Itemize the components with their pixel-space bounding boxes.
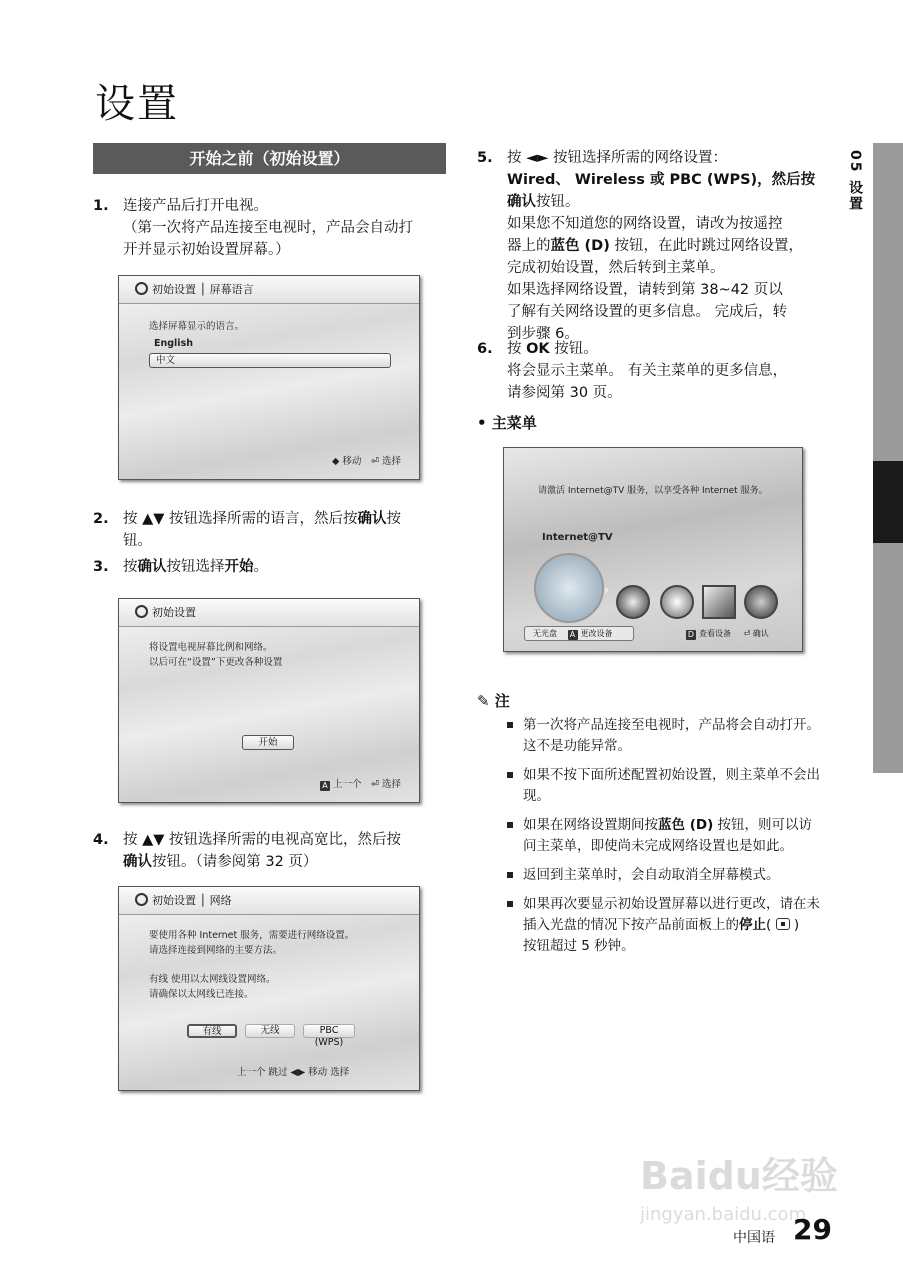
- step-text: 按: [507, 341, 527, 357]
- step-text: 按钮。（请参阅第 32 页）: [152, 854, 318, 870]
- step-text: 按钮。: [549, 341, 598, 357]
- gear-icon: [135, 893, 148, 906]
- stop-button-icon: [776, 918, 790, 930]
- note-text: 问主菜单，即使尚未完成网络设置也是如此。: [523, 838, 793, 854]
- note-text: 如果再次要显示初始设置屏幕以进行更改，请在未: [523, 896, 820, 912]
- screen-header: [119, 599, 419, 627]
- note-title: 注: [494, 692, 510, 710]
- note-text: 如果不按下面所述配置初始设置，则主菜单不会出: [523, 767, 820, 783]
- screen-initial: [118, 598, 420, 803]
- step-bold: 确认: [137, 559, 167, 575]
- step-text: 按钮选择: [166, 559, 225, 575]
- step-text: 器上的: [507, 238, 551, 254]
- view-device-label: 查看设备: [699, 629, 731, 638]
- footer-language: 中国语: [733, 1230, 775, 1246]
- step-bold: 确认: [357, 511, 387, 527]
- step-text: 钮。: [123, 533, 152, 549]
- photo-icon[interactable]: [702, 585, 736, 619]
- step-bold: 蓝色 (D): [550, 238, 610, 254]
- step-number: 1.: [93, 198, 109, 214]
- step-text: 按钮。: [536, 194, 580, 210]
- section-heading: 开始之前（初始设置）: [93, 143, 446, 174]
- note-heading: [477, 690, 510, 711]
- gear-icon: [135, 605, 148, 618]
- step-bold: 确认: [507, 194, 536, 210]
- screen-main-menu: [503, 447, 803, 652]
- list-item: [505, 715, 835, 757]
- footer-right: [686, 628, 769, 640]
- internet-tv-label: Internet@TV: [542, 532, 613, 543]
- no-disc-label: 无光盘: [533, 629, 557, 638]
- list-item: [505, 765, 835, 807]
- internet-tv-icon[interactable]: [534, 553, 604, 623]
- footer-select-label: 选择: [381, 779, 401, 790]
- step-text: 如果选择网络设置，请转到第 38~42 页以: [507, 282, 783, 298]
- pencil-icon: ✎: [477, 692, 495, 710]
- step-text: 请参阅第 30 页。: [507, 385, 622, 401]
- list-item: 如果再次要显示初始设置屏幕以进行更改，请在未 插入光盘的情况下按产品前面板上的停止( ) 按钮超过 5 秒钟。: [505, 894, 835, 957]
- step-bold: 确认: [123, 854, 152, 870]
- screen-header: [119, 887, 419, 915]
- screen-header-text: 初始设置: [152, 606, 196, 619]
- note-text: 如果在网络设置期间按: [523, 817, 658, 833]
- note-text: 现。: [523, 788, 550, 804]
- step-5: [477, 147, 832, 345]
- screen-text: 请确保以太网线已连接。: [149, 989, 254, 1000]
- step-2: [93, 508, 448, 552]
- footer-select: [371, 453, 401, 467]
- step-text: 按 ▲▼ 按钮选择所需的语言，然后按: [123, 511, 358, 527]
- note-text: 按钮超过 5 秒钟。: [523, 938, 635, 954]
- enter-icon: ⏎: [371, 456, 382, 467]
- chapter-tab-label: 05 设置: [847, 150, 863, 213]
- step-4: [93, 829, 453, 873]
- step-text: 开并显示初始设置屏幕。）: [123, 242, 290, 258]
- step-1: [93, 195, 448, 261]
- step-text: 将会显示主菜单。 有关主菜单的更多信息，: [507, 363, 788, 379]
- list-item: [505, 865, 835, 886]
- a-key-icon: A: [568, 630, 578, 640]
- music-icon[interactable]: [660, 585, 694, 619]
- step-number: 6.: [477, 341, 493, 357]
- screen-text: 以后可在“设置”下更改各种设置: [149, 657, 283, 668]
- watermark-logo: Baidu经验: [640, 1154, 838, 1198]
- screen-header: [119, 276, 419, 304]
- footer-prev: [320, 776, 362, 791]
- screen-header-text: 初始设置 │ 网络: [152, 894, 232, 907]
- step-text: 按 ◄► 按钮选择所需的网络设置：: [507, 150, 728, 166]
- note-text: 第一次将产品连接至电视时，产品将会自动打开。: [523, 717, 820, 733]
- start-button[interactable]: 开始: [242, 735, 294, 750]
- step-text: 按: [386, 511, 402, 527]
- footer-nav: 上一个 跳过 ◀▶ 移动 选择: [237, 1067, 350, 1078]
- note-text: 返回到主菜单时，会自动取消全屏幕模式。: [523, 867, 780, 883]
- step-text: 了解有关网络设置的更多信息。 完成后，转: [507, 304, 788, 320]
- tab-light-area: [843, 143, 873, 773]
- chevron-right-icon: ›: [604, 583, 609, 597]
- watermark-url: jingyan.baidu.com: [640, 1204, 807, 1225]
- a-key-icon: A: [320, 781, 330, 791]
- step-bold: 开始: [224, 559, 254, 575]
- footer-left-box: [524, 626, 634, 641]
- step-number: 2.: [93, 511, 109, 527]
- step-text: 按: [123, 559, 138, 575]
- video-icon[interactable]: [616, 585, 650, 619]
- gear-icon[interactable]: [744, 585, 778, 619]
- screen-text: 要使用各种 Internet 服务，需要进行网络设置。: [149, 930, 355, 941]
- footer-select-label: 选择: [381, 456, 401, 467]
- note-text: 插入光盘的情况下按产品前面板上的: [523, 917, 739, 933]
- step-text: 按 ▲▼ 按钮选择所需的电视高宽比，然后按: [123, 832, 402, 848]
- note-bold: 蓝色 (D): [658, 817, 714, 833]
- footer-move: ◆ 移动: [332, 456, 362, 467]
- step-3: [93, 556, 448, 578]
- change-device-label: 更改设备: [580, 629, 613, 638]
- language-option-chinese[interactable]: 中文: [149, 353, 391, 368]
- screen-text: 有线 使用以太网线设置网络。: [149, 974, 276, 985]
- page-number: 29: [793, 1213, 832, 1246]
- footer-prev-label: 上一个: [333, 779, 362, 790]
- step-text: Wired、 Wireless 或 PBC (WPS)，然后按: [507, 172, 816, 188]
- d-key-icon: D: [687, 630, 695, 639]
- footer-select: [371, 776, 401, 790]
- pbc-wps-button[interactable]: PBC (WPS): [303, 1024, 355, 1038]
- step-number: 4.: [93, 832, 109, 848]
- tab-active-marker: [873, 461, 903, 543]
- note-text: 这不是功能异常。: [523, 738, 631, 754]
- step-text: （第一次将产品连接至电视时，产品会自动打: [123, 220, 413, 236]
- note-text: 按钮，则可以访: [717, 817, 813, 833]
- step-6: [477, 338, 832, 404]
- prompt-text: 选择屏幕显示的语言。: [149, 321, 245, 332]
- main-menu-heading: • 主菜单: [477, 414, 537, 432]
- screen-text: 将设置电视屏幕比例和网络。: [149, 642, 273, 653]
- step-number: 3.: [93, 559, 109, 575]
- step-text: 到步骤 6。: [507, 326, 579, 342]
- step-text: 按钮，在此时跳过网络设置，: [609, 238, 803, 254]
- wireless-button[interactable]: 无线: [245, 1024, 295, 1038]
- note-bold: 停止: [739, 917, 766, 933]
- screen-text: 请选择连接到网络的主要方法。: [149, 945, 283, 956]
- screen-header-text: 初始设置 │ 屏幕语言: [152, 283, 254, 296]
- enter-icon: ⏎: [743, 629, 753, 638]
- step-text: 如果您不知道您的网络设置，请改为按遥控: [507, 216, 783, 232]
- list-item: [505, 815, 835, 857]
- page-title: 设置: [95, 81, 179, 127]
- screen-language: [118, 275, 420, 480]
- gear-icon: [135, 282, 148, 295]
- step-text: 完成初始设置，然后转到主菜单。: [507, 260, 725, 276]
- step-text: 连接产品后打开电视。: [123, 198, 268, 214]
- language-option-english[interactable]: English: [154, 338, 193, 349]
- confirm-label: 确认: [752, 629, 769, 638]
- wired-button[interactable]: 有线: [187, 1024, 237, 1038]
- step-bold: OK: [526, 341, 550, 357]
- chapter-tab: [843, 143, 903, 773]
- step-number: 5.: [477, 150, 493, 166]
- screen-network: [118, 886, 420, 1091]
- notes-list: [505, 715, 835, 965]
- step-text: 。: [253, 559, 268, 575]
- screen-text: 请激活 Internet@TV 服务，以享受各种 Internet 服务。: [538, 486, 768, 496]
- enter-icon: ⏎: [371, 779, 382, 790]
